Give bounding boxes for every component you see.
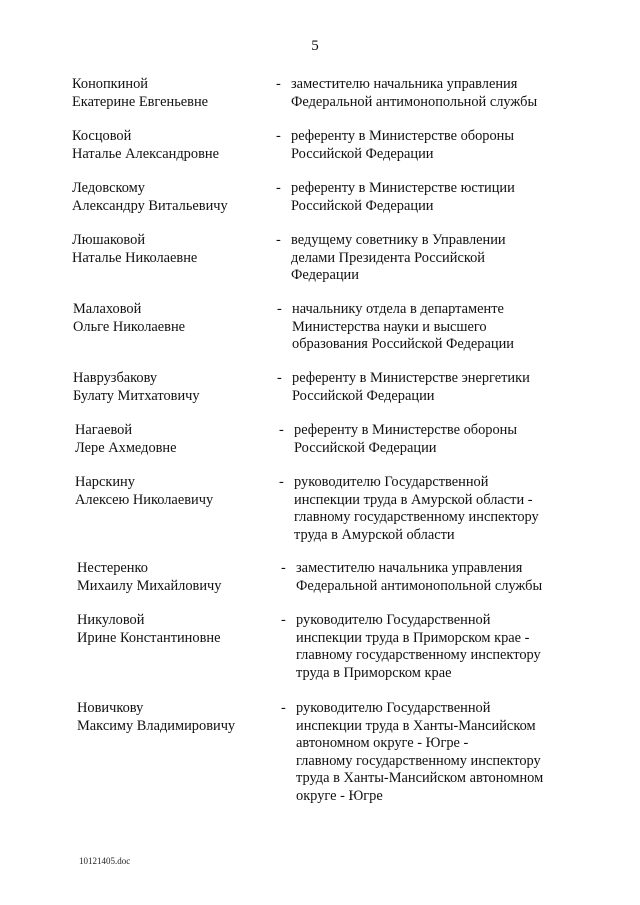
person-name-line: Нестеренко [77, 560, 148, 576]
person-name-line: Ледовскому [72, 180, 145, 196]
position-title [291, 180, 591, 215]
position-title-line: Министерства науки и высшего [292, 318, 487, 335]
position-title-line: референту в Министерстве обороны [294, 422, 518, 438]
separator-dash: - [277, 370, 282, 386]
person-name [72, 180, 228, 215]
position-title [291, 76, 591, 111]
person-name-line: Никуловой [77, 612, 145, 628]
separator-dash: - [279, 474, 284, 490]
person-name [73, 370, 200, 405]
position-title-line: инспекции труда в Приморском крае - [296, 629, 530, 646]
position-title [296, 612, 596, 682]
separator-dash: - [281, 700, 286, 716]
position-title-line: Российской Федерации [292, 387, 435, 404]
position-title-line: Федеральной антимонопольной службы [291, 93, 538, 110]
position-title-line: Российской Федерации [291, 197, 434, 214]
position-title [294, 422, 594, 457]
position-title-line: инспекции труда в Ханты-Мансийском [296, 717, 536, 734]
position-title-line: референту в Министерстве энергетики [292, 370, 530, 386]
person-name-line: Екатерине Евгеньевне [72, 93, 209, 110]
person-name-line: Нагаевой [75, 422, 133, 438]
position-title-line: референту в Министерстве юстиции [291, 180, 515, 196]
position-title-line: руководителю Государственной [296, 612, 491, 628]
position-title-line: труда в Приморском крае [296, 664, 452, 681]
person-name [77, 612, 220, 647]
separator-dash: - [276, 128, 281, 144]
person-name-line: Конопкиной [72, 76, 148, 92]
position-title [291, 128, 591, 163]
person-name [77, 700, 235, 735]
person-name-line: Максиму Владимировичу [77, 717, 236, 734]
person-name [77, 560, 221, 595]
position-title-line: автономном округе - Югре - [296, 735, 469, 751]
person-name-line: Александру Витальевичу [72, 197, 228, 214]
page-number: 5 [311, 38, 319, 54]
position-title-line: образования Российской Федерации [292, 336, 514, 352]
person-name-line: Ольге Николаевне [73, 318, 186, 335]
position-title-line: делами Президента Российской [291, 249, 485, 266]
position-title-line: референту в Министерстве обороны [291, 128, 515, 144]
person-name-line: Наталье Николаевне [72, 249, 198, 266]
separator-dash: - [281, 612, 286, 628]
position-title [291, 232, 591, 285]
position-title-line: начальнику отдела в департаменте [292, 301, 504, 317]
separator-dash: - [277, 301, 282, 317]
position-title-line: труда в Ханты-Мансийском автономном [296, 770, 544, 786]
position-title-line: Федерации [291, 267, 359, 283]
separator-dash: - [281, 560, 286, 576]
position-title [296, 560, 596, 595]
person-name-line: Новичкову [77, 700, 144, 716]
person-name-line: Ирине Константиновне [77, 629, 221, 646]
person-name [75, 422, 177, 457]
separator-dash: - [276, 180, 281, 196]
position-title-line: инспекции труда в Амурской области - [294, 491, 533, 508]
person-name [75, 474, 213, 509]
person-name-line: Наталье Александровне [72, 145, 219, 162]
position-title-line: руководителю Государственной [294, 474, 489, 490]
position-title-line: главному государственному инспектору [294, 509, 539, 525]
position-title-line: главному государственному инспектору [296, 647, 541, 663]
person-name [73, 301, 185, 336]
person-name-line: Лере Ахмедовне [75, 439, 177, 456]
person-name-line: Малаховой [73, 301, 142, 317]
separator-dash: - [279, 422, 284, 438]
person-name-line: Михаилу Михайловичу [77, 577, 222, 594]
position-title-line: ведущему советнику в Управлении [291, 232, 506, 248]
person-name-line: Косцовой [72, 128, 132, 144]
position-title-line: главному государственному инспектору [296, 752, 541, 769]
position-title-line: Российской Федерации [291, 145, 434, 162]
position-title [294, 474, 594, 544]
position-title [292, 301, 592, 354]
position-title [292, 370, 592, 405]
position-title-line: заместителю начальника управления [296, 560, 523, 576]
separator-dash: - [276, 232, 281, 248]
separator-dash: - [276, 76, 281, 92]
position-title-line: труда в Амурской области [294, 526, 455, 543]
position-title [296, 700, 596, 805]
person-name [72, 128, 219, 163]
person-name-line: Нарскину [75, 474, 135, 490]
position-title-line: Российской Федерации [294, 439, 437, 456]
position-title-line: Федеральной антимонопольной службы [296, 577, 543, 594]
person-name [72, 76, 208, 111]
person-name-line: Наврузбакову [73, 370, 158, 386]
position-title-line: руководителю Государственной [296, 700, 491, 716]
person-name [72, 232, 197, 267]
position-title-line: заместителю начальника управления [291, 76, 518, 92]
position-title-line: округе - Югре [296, 787, 383, 804]
person-name-line: Булату Митхатовичу [73, 387, 200, 404]
person-name-line: Алексею Николаевичу [75, 491, 214, 508]
person-name-line: Люшаковой [72, 232, 146, 248]
footer-filename: 10121405.doc [79, 856, 131, 866]
